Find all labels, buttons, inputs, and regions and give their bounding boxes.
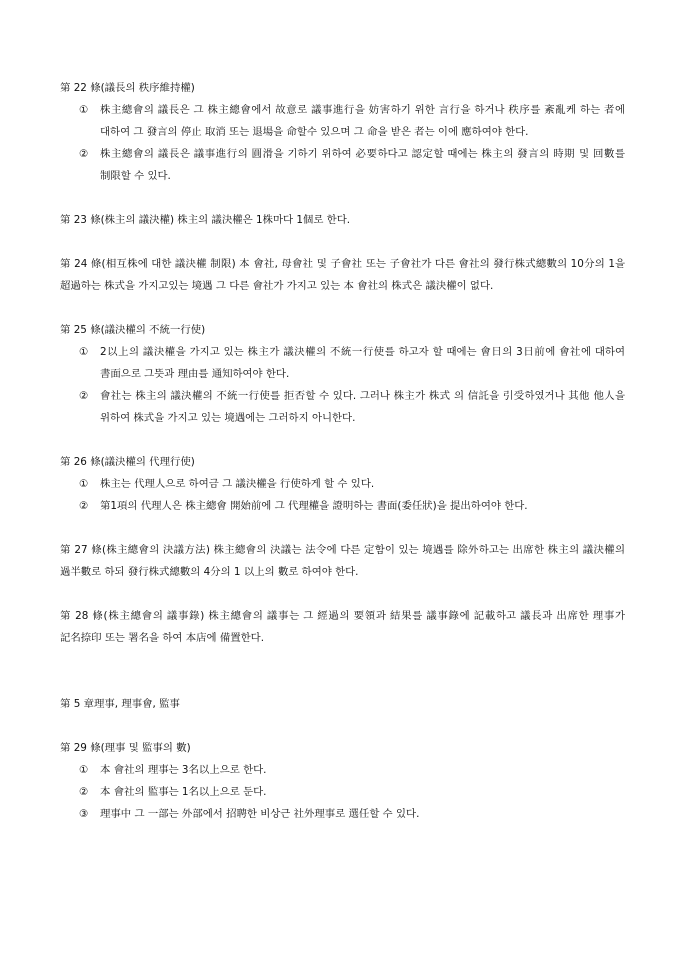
article-heading: 第 25 條(議決權의 不統一行使) xyxy=(60,324,206,336)
item-text: 株主總會의 議長은 그 株主總會에서 故意로 議事進行을 妨害하기 위한 言行을 하거나 秩序를 紊亂케 하는 者에 대하여 그 發言의 停止 取消 또는 退場을 命할수 있으며 그 命을 받은 者는 이에 應하여야 한다. xyxy=(100,104,625,138)
article-item xyxy=(60,781,625,803)
item-text: 本 會社의 監事는 1名以上으로 둔다. xyxy=(100,786,267,798)
article-heading: 第 29 條(理事 및 監事의 數) xyxy=(60,742,191,754)
article-item xyxy=(60,759,625,781)
spacer xyxy=(60,231,625,253)
spacer xyxy=(60,297,625,319)
item-number: ① xyxy=(79,104,89,116)
article-29 xyxy=(60,737,625,825)
spacer xyxy=(60,583,625,605)
article-item xyxy=(60,495,625,517)
article-heading: 第 26 條(議決權의 代理行使) xyxy=(60,456,195,468)
item-number: ③ xyxy=(79,808,89,820)
article-item xyxy=(60,803,625,825)
article-heading: 第 22 條(議長의 秩序維持權) xyxy=(60,82,195,94)
spacer xyxy=(60,517,625,539)
chapter-heading: 第 5 章理事, 理事會, 監事 xyxy=(60,698,180,710)
spacer xyxy=(60,429,625,451)
item-number: ② xyxy=(79,390,89,402)
spacer xyxy=(60,649,625,693)
item-text: 2以上의 議決權을 가지고 있는 株主가 議決權의 不統一行使를 하고자 할 때에는 會日의 3日前에 會社에 대하여 書面으로 그뜻과 理由를 通知하여야 한다. xyxy=(100,346,625,380)
item-text: 第1項의 代理人은 株主總會 開始前에 그 代理權을 證明하는 書面(委任狀)을 提出하여야 한다. xyxy=(100,500,528,512)
item-text: 會社는 株主의 議決權의 不統一行使를 拒否할 수 있다. 그러나 株主가 株式 의 信託을 引受하였거나 其他 他人을 위하여 株式을 가지고 있는 境遇에는 그러하지 아니한다. xyxy=(100,390,625,424)
item-number: ① xyxy=(79,764,89,776)
document-body xyxy=(60,77,625,825)
article-27: 第 27 條(株主總會의 決議方法) 株主總會의 決議는 法令에 다른 定함이 있는 境遇를 除外하고는 出席한 株主의 議決權의 過半數로 하되 發行株式總數의 4分의 1 以上의 數로 하여야 한다. xyxy=(60,544,625,578)
item-text: 本 會社의 理事는 3名以上으로 한다. xyxy=(100,764,267,776)
article-24: 第 24 條(相互株에 대한 議決權 制限) 本 會社, 母會社 및 子會社 또는 子會社가 다른 會社의 發行株式總數의 10分의 1을 超過하는 株式을 가지고있는 境遇 그 다른 會社가 가지고 있는 本 會社의 株式은 議決權이 없다. xyxy=(60,258,625,292)
article-item xyxy=(60,473,625,495)
article-28: 第 28 條(株主總會의 議事錄) 株主總會의 議事는 그 經過의 要領과 結果를 議事錄에 記載하고 議長과 出席한 理事가 記名捺印 또는 署名을 하여 本店에 備置한다. xyxy=(60,610,625,644)
item-text: 株主總會의 議長은 議事進行의 圓滑을 기하기 위하여 必要하다고 認定할 때에는 株主의 發言의 時期 및 回數를 制限할 수 있다. xyxy=(100,148,625,182)
item-number: ② xyxy=(79,148,89,160)
article-26 xyxy=(60,451,625,517)
article-item xyxy=(60,341,625,385)
article-22 xyxy=(60,77,625,187)
article-item xyxy=(60,385,625,429)
item-number: ① xyxy=(79,478,89,490)
item-text: 株主는 代理人으로 하여금 그 議決權을 行使하게 할 수 있다. xyxy=(100,478,375,490)
spacer xyxy=(60,187,625,209)
item-text: 理事中 그 一部는 外部에서 招聘한 비상근 社外理事로 選任할 수 있다. xyxy=(100,808,420,820)
item-number: ② xyxy=(79,500,89,512)
article-item xyxy=(60,143,625,187)
item-number: ② xyxy=(79,786,89,798)
article-item xyxy=(60,99,625,143)
spacer xyxy=(60,715,625,737)
article-23: 第 23 條(株主의 議決權) 株主의 議決權은 1株마다 1個로 한다. xyxy=(60,214,351,226)
article-25 xyxy=(60,319,625,429)
item-number: ① xyxy=(79,346,89,358)
